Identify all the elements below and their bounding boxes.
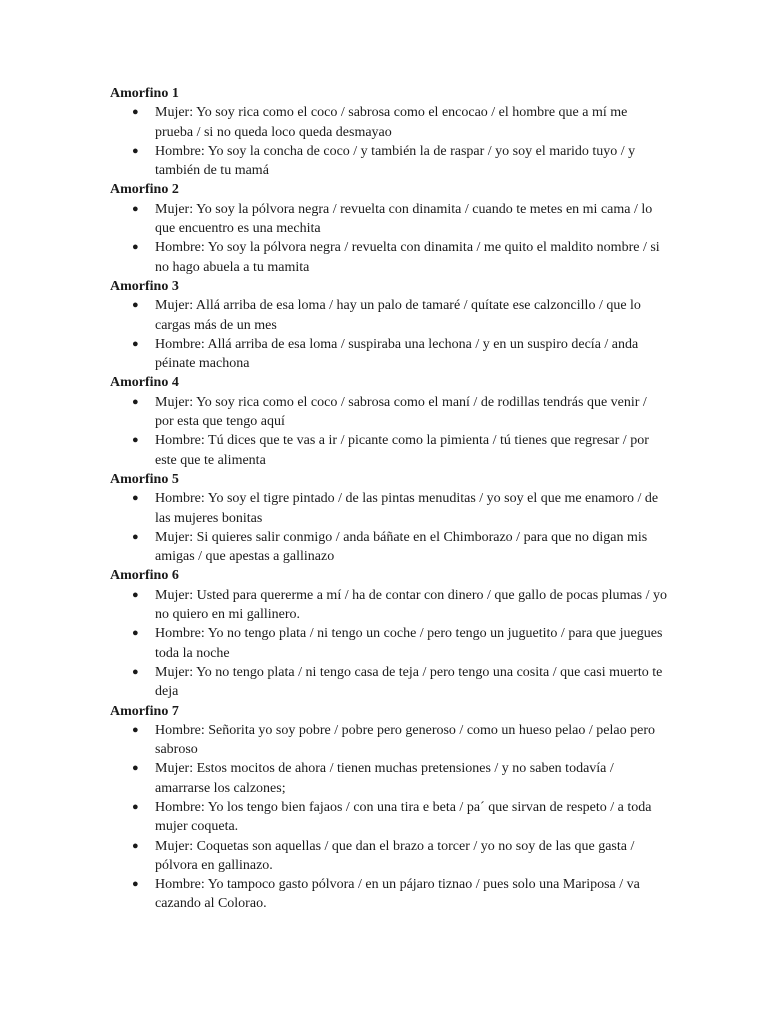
bullet-icon: ● bbox=[132, 434, 139, 447]
verse-list bbox=[110, 721, 668, 914]
verse-text: Mujer: Yo soy rica como el coco / sabrosa como el maní / de rodillas tendrás que venir / por esta que tengo aquí bbox=[155, 394, 647, 430]
section-title: Amorfino 6 bbox=[110, 568, 179, 584]
verse-item bbox=[110, 103, 668, 142]
section-title: Amorfino 2 bbox=[110, 182, 179, 198]
document-body bbox=[110, 84, 668, 914]
verse-list bbox=[110, 489, 668, 566]
bullet-icon: ● bbox=[132, 395, 139, 408]
verse-item bbox=[110, 200, 668, 239]
verse-list bbox=[110, 103, 668, 180]
section-title: Amorfino 1 bbox=[110, 86, 179, 101]
verse-text: Mujer: Usted para quererme a mí / ha de contar con dinero / que gallo de pocas plumas / yo no quiero en mi gallinero. bbox=[155, 587, 667, 623]
verse-text: Hombre: Señorita yo soy pobre / pobre pero generoso / como un hueso pelao / pelao pero sabroso bbox=[155, 722, 655, 758]
bullet-icon: ● bbox=[132, 665, 139, 678]
section-title: Amorfino 5 bbox=[110, 471, 179, 487]
verse-text: Mujer: Estos mocitos de ahora / tienen muchas pretensiones / y no saben todavía / amarrarse los calzones; bbox=[155, 761, 614, 796]
bullet-icon: ● bbox=[132, 337, 139, 350]
verse-list bbox=[110, 296, 668, 373]
verse-item bbox=[110, 238, 668, 277]
section-title: Amorfino 4 bbox=[110, 375, 179, 391]
verse-item bbox=[110, 721, 668, 760]
bullet-icon: ● bbox=[132, 530, 139, 543]
verse-item bbox=[110, 586, 668, 625]
verse-item bbox=[110, 663, 668, 702]
bullet-icon: ● bbox=[132, 762, 139, 775]
verse-text: Mujer: Yo no tengo plata / ni tengo casa de teja / pero tengo una cosita / que casi muerto te deja bbox=[155, 664, 663, 700]
verse-text: Hombre: Yo los tengo bien fajaos / con una tira e beta / pa´ que sirvan de respeto / a toda mujer coqueta. bbox=[155, 799, 652, 835]
bullet-icon: ● bbox=[132, 106, 139, 119]
bullet-icon: ● bbox=[132, 588, 139, 601]
verse-text: Mujer: Coquetas son aquellas / que dan el brazo a torcer / yo no soy de las que gasta / pólvora en gallinazo. bbox=[155, 838, 635, 873]
verse-item bbox=[110, 759, 668, 798]
verse-text: Mujer: Yo soy la pólvora negra / revuelta con dinamita / cuando te metes en mi cama / lo que encuentro es una mechita bbox=[155, 201, 653, 237]
verse-text: Hombre: Yo tampoco gasto pólvora / en un pájaro tiznao / pues solo una Mariposa / va cazando al Colorao. bbox=[155, 877, 640, 912]
bullet-icon: ● bbox=[132, 241, 139, 254]
verse-item bbox=[110, 837, 668, 876]
verse-list bbox=[110, 200, 668, 277]
verse-list bbox=[110, 393, 668, 470]
section-title: Amorfino 7 bbox=[110, 703, 179, 719]
bullet-icon: ● bbox=[132, 839, 139, 852]
verse-item bbox=[110, 624, 668, 663]
bullet-icon: ● bbox=[132, 878, 139, 891]
verse-text: Mujer: Si quieres salir conmigo / anda báñate en el Chimborazo / para que no digan mis amigas / que apestas a gallinazo bbox=[155, 529, 648, 565]
verse-text: Hombre: Yo no tengo plata / ni tengo un coche / pero tengo un juguetito / para que juegues toda la noche bbox=[155, 626, 663, 661]
verse-item bbox=[110, 296, 668, 335]
bullet-icon: ● bbox=[132, 723, 139, 736]
verse-text: Mujer: Yo soy rica como el coco / sabrosa como el encocao / el hombre que a mí me prueba / si no queda loco queda desmayao bbox=[155, 105, 628, 140]
verse-item bbox=[110, 798, 668, 837]
section-title: Amorfino 3 bbox=[110, 278, 179, 294]
bullet-icon: ● bbox=[132, 800, 139, 813]
bullet-icon: ● bbox=[132, 299, 139, 312]
bullet-icon: ● bbox=[132, 202, 139, 215]
verse-item bbox=[110, 431, 668, 470]
verse-item bbox=[110, 335, 668, 374]
verse-item bbox=[110, 528, 668, 567]
verse-item bbox=[110, 489, 668, 528]
verse-item bbox=[110, 142, 668, 181]
verse-text: Mujer: Allá arriba de esa loma / hay un palo de tamaré / quítate ese calzoncillo / que lo cargas más de un mes bbox=[155, 298, 641, 333]
verse-text: Hombre: Yo soy la concha de coco / y también la de raspar / yo soy el marido tuyo / y también de tu mamá bbox=[155, 143, 636, 179]
verse-text: Hombre: Yo soy la pólvora negra / revuelta con dinamita / me quito el maldito nombre / si no hago abuela a tu mamita bbox=[155, 240, 660, 275]
bullet-icon: ● bbox=[132, 492, 139, 505]
verse-text: Hombre: Yo soy el tigre pintado / de las pintas menuditas / yo soy el que me enamoro / de las mujeres bonitas bbox=[155, 491, 659, 526]
verse-text: Hombre: Tú dices que te vas a ir / picante como la pimienta / tú tienes que regresar / por este que te alimenta bbox=[155, 433, 649, 468]
verse-list bbox=[110, 586, 668, 702]
bullet-icon: ● bbox=[132, 144, 139, 157]
verse-item bbox=[110, 875, 668, 914]
bullet-icon: ● bbox=[132, 627, 139, 640]
verse-item bbox=[110, 393, 668, 432]
verse-text: Hombre: Allá arriba de esa loma / suspiraba una lechona / y en un suspiro decía / anda péinate machona bbox=[155, 336, 639, 372]
